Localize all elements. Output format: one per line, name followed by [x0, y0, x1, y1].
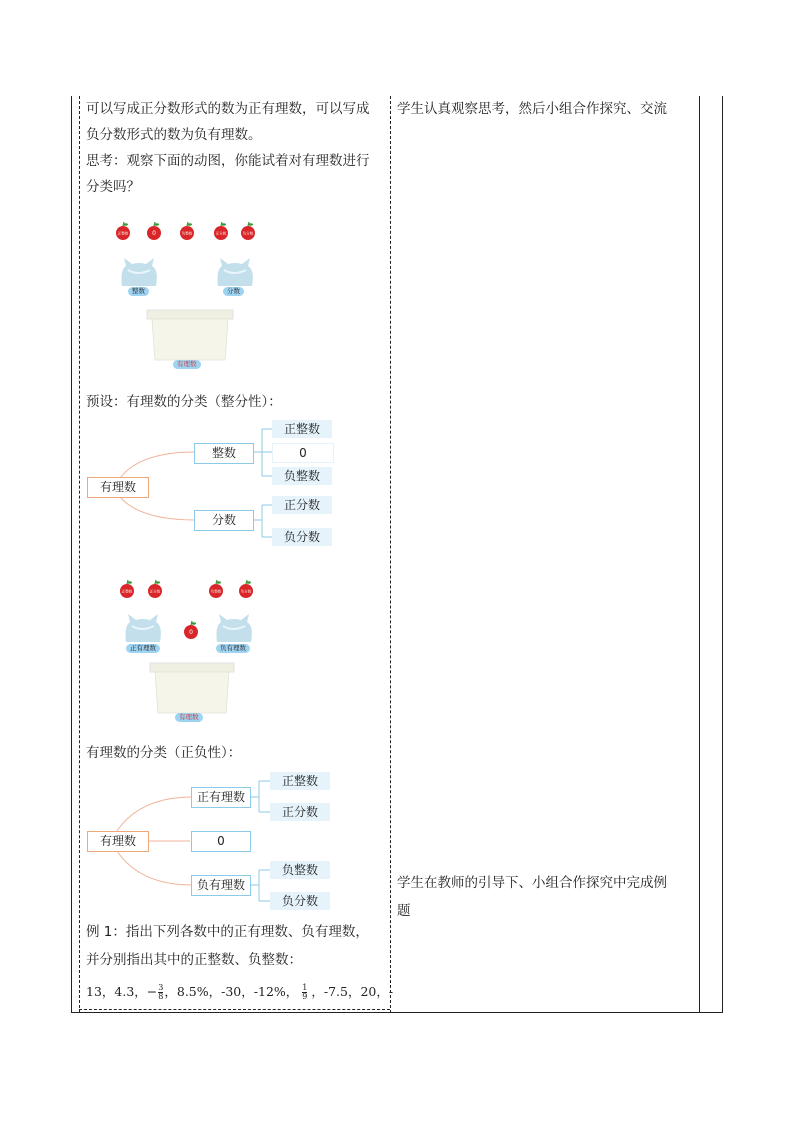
box-label: 有理数: [173, 360, 201, 369]
svg-text:负分数: 负分数: [240, 589, 252, 594]
numbers-part: 13，4.3，: [86, 984, 147, 999]
svg-text:0: 0: [152, 230, 156, 237]
tree-leaf: 负整数: [270, 861, 330, 879]
tree-root: 有理数: [87, 477, 149, 498]
classification-title: 有理数的分类（正负性）：: [86, 745, 242, 761]
svg-text:0: 0: [189, 629, 193, 636]
tree-leaf: 负分数: [272, 528, 332, 546]
example-numbers: [86, 982, 393, 1002]
paragraph-line: 负分数形式的数为负有理数。: [86, 127, 262, 143]
example-line: 例 1：指出下列各数中的正有理数、负有理数，: [86, 924, 369, 940]
svg-text:正整数: 正整数: [117, 231, 129, 236]
numbers-part: ，8.5%，-30，-12%，: [164, 984, 299, 999]
fraction: [302, 984, 307, 1001]
bag-label: 分数: [223, 287, 244, 296]
example-line: 并分别指出其中的正整数、负整数：: [86, 952, 302, 968]
tree-branch: 0: [191, 831, 251, 852]
svg-text:负整数: 负整数: [210, 589, 222, 594]
student-activity-text: 题: [397, 903, 411, 919]
fraction-denominator: 9: [302, 992, 308, 1001]
tree-leaf: 正整数: [272, 420, 332, 438]
bag-label: 负有理数: [216, 644, 250, 653]
tree-branch: 整数: [194, 443, 254, 464]
svg-text:正分数: 正分数: [215, 231, 227, 236]
fraction: [158, 984, 163, 1001]
think-question-line: 分类吗？: [86, 179, 140, 195]
minus-sign: −: [146, 984, 158, 999]
svg-text:正分数: 正分数: [149, 589, 161, 594]
tree-leaf: 正整数: [270, 772, 330, 790]
think-question-line: 思考：观察下面的动图，你能试着对有理数进行: [86, 153, 370, 169]
student-activity-text: 学生在教师的引导下、小组合作探究中完成例: [397, 875, 667, 891]
tree-leaf: 正分数: [272, 496, 332, 514]
tree-leaf: 正分数: [270, 803, 330, 821]
bag-label: 正有理数: [126, 644, 160, 653]
tree-branch: 分数: [194, 510, 254, 531]
svg-text:正整数: 正整数: [121, 589, 133, 594]
preset-title: 预设：有理数的分类（整分性）：: [86, 394, 282, 410]
tree-leaf: 负分数: [270, 892, 330, 910]
svg-text:负分数: 负分数: [242, 231, 254, 236]
paragraph-line: 可以写成正分数形式的数为正有理数，可以写成: [86, 101, 370, 117]
tree-branch: 正有理数: [191, 787, 251, 808]
bag-label: 整数: [128, 287, 149, 296]
tree-branch: 负有理数: [191, 875, 251, 896]
student-activity-text: 学生认真观察思考，然后小组合作探究、交流: [397, 101, 667, 117]
numbers-part: ，-7.5，20，-: [311, 984, 394, 999]
fraction-numerator: 3: [158, 983, 164, 992]
fraction-denominator: 8: [158, 992, 164, 1001]
box-label: 有理数: [175, 713, 203, 722]
tree-root: 有理数: [87, 831, 149, 852]
svg-text:负整数: 负整数: [181, 231, 193, 236]
tree-leaf: 0: [272, 443, 334, 463]
tree-leaf: 负整数: [272, 467, 332, 485]
fraction-numerator: 1: [302, 983, 308, 992]
